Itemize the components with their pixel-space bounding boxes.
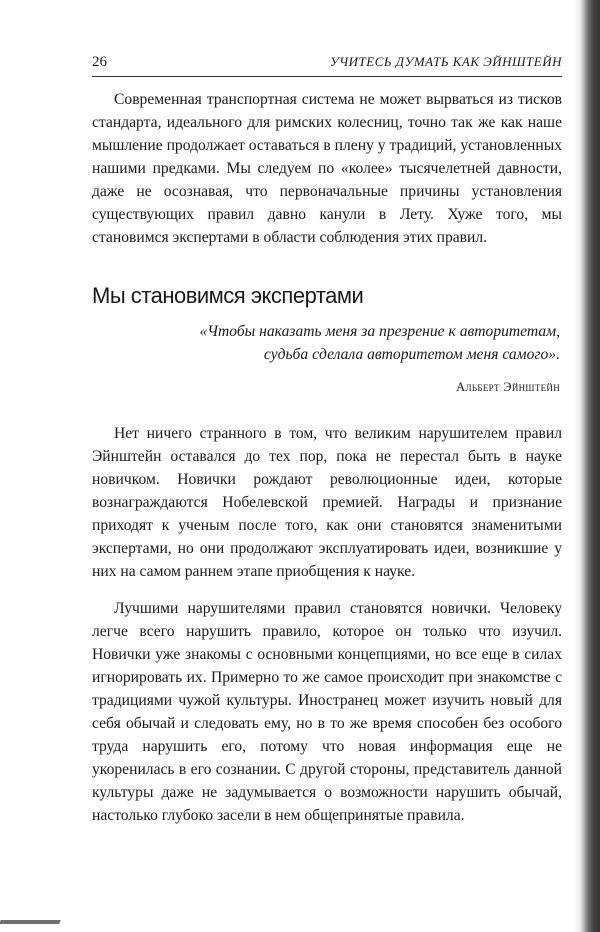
- section-heading: Мы становимся экспертами: [92, 283, 364, 308]
- scan-mark: [0, 920, 61, 924]
- page-number: 26: [92, 54, 107, 70]
- epigraph-line-2: судьба сделала авторитетом меня самого».: [263, 346, 560, 363]
- page-edge-shadow: [574, 0, 600, 932]
- epigraph-attribution: Альберт Эйнштейн: [456, 380, 560, 394]
- paragraph-intro: Современная транспортная система не может вырваться из тисков стандарта, идеального для римских колесниц, точно так же как наше мышление продолжает оставаться в плену у традиций, установленных нашими предками. Мы следуем по «колее» тысячелетней давности, даже не осознавая, что первоначальные причины установления существующих правил давно канули в Лету. Хуже того, мы становимся экспертами в области соблюдения этих правил.: [92, 91, 562, 246]
- epigraph: [92, 320, 560, 366]
- epigraph-line-1: «Чтобы наказать меня за презрение к авторитетам,: [199, 323, 560, 340]
- page-header: [92, 54, 562, 77]
- paragraph-rule-breakers: Лучшими нарушителями правил становятся новички. Человеку легче всего нарушить правило, которое он только что изучил. Новички уже знакомы с основными концепциями, но все еще в силах игнорировать их. Примерно то же самое происходит при знакомстве с традициями чужой культуры. Иностранец может изучить новый для себя обычай и следовать ему, но в то же время способен без особого труда нарушить его, потому что новая информация еще не укоренилась в его сознании. С другой стороны, представитель данной культуры даже не задумывается о возможности нарушить обычай, настолько глубоко засели в нем общепринятые правила.: [92, 600, 562, 824]
- running-title: УЧИТЕСЬ ДУМАТЬ КАК ЭЙНШТЕЙН: [329, 54, 562, 69]
- paragraph-novices: Нет ничего странного в том, что великим нарушителем правил Эйнштейн оставался до тех пор, пока не перестал быть в науке новичком. Новички рождают революционные идеи, которые вознаграждаются Нобелевской премией. Награды и признание приходят к ученым после того, как они становятся знаменитыми экспертами, но они продолжают эксплуатировать идеи, возникшие у них на самом раннем этапе приобщения к науке.: [92, 425, 562, 580]
